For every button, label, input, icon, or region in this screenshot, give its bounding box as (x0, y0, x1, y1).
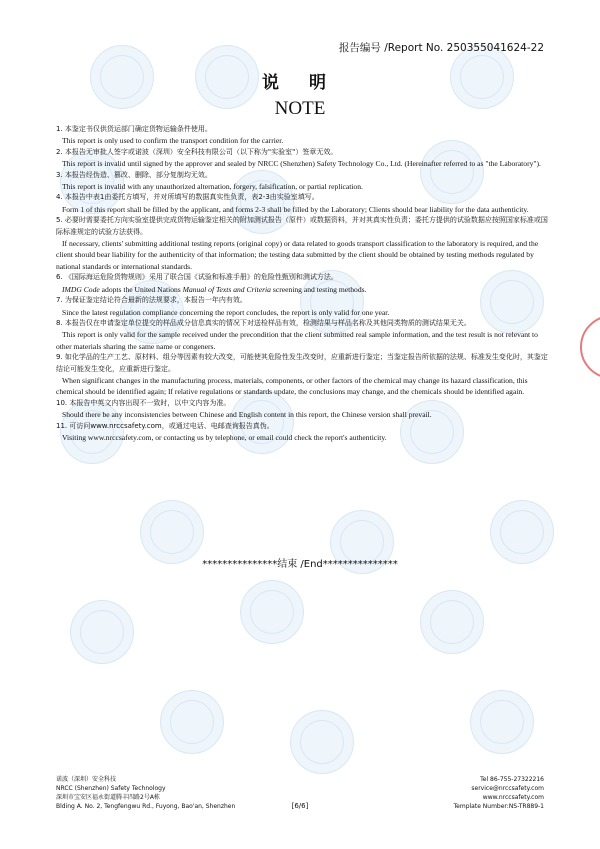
note-11-en: Visiting www.nrccsafety.com, or contacting us by telephone, or email could check the report's authenticity. (62, 432, 387, 442)
note-10-cn: 10. 本报告中英文内容出现不一致时，以中文内容为准。 (56, 398, 231, 407)
note-3-en: This report is invalid with any unauthorized alternation, forgery, falsification, or partial replication. (62, 182, 363, 192)
page-title-chinese: 说 明 (262, 73, 338, 93)
note-8-en: This report is only valid for the sample received under the precondition that the client submitted real sample information, and the test result is not relevant to other materials sharing the same name or congeners. (56, 330, 538, 351)
footer-company-en: NRCC (Shenzhen) Safety Technology (56, 785, 166, 792)
note-1-cn: 1. 本鉴定书仅供货运部门确定货物运输条件使用。 (56, 125, 212, 133)
report-number: 报告编号 /Report No. 250355041624-22 (338, 42, 544, 54)
note-4-cn: 4. 本报告中表1由委托方填写，并对所填写的数据真实性负责，表2-3由实验室填写。 (56, 193, 319, 202)
note-4-en: Form 1 of this report shall be filled by the applicant, and forms 2-3 shall be filled by the Laboratory; Clients should bear liability for the data authenticity. (62, 204, 529, 214)
note-6-manual: Manual of Texts and Criteria (182, 284, 271, 294)
footer-tel: Tel 86-755-27322216 (480, 776, 544, 783)
note-6-tail: screening and testing methods. (270, 284, 367, 294)
note-9-en: When significant changes in the manufacturing process, materials, components, or other factors of the chemical may change its hazard classification, this chemical should be identified again; If relative regulations or standards update, the conclusions may change, and the chemicals should be identified again. (56, 375, 528, 397)
note-7-en: Since the latest regulation compliance concerning the report concludes, the report is only valid for one year. (62, 307, 390, 317)
note-2-en: This report is invalid until signed by the approver and sealed by NRCC (Shenzhen) Safety Technology Co., Ltd. (Hereinafter referred to as "the Laboratory"). (62, 159, 541, 169)
footer-company-cn: 诺波（深圳）安全科技 (56, 776, 117, 783)
note-5-en: If necessary, clients' submitting additional testing reports (original copy) or data related to goods transport classification to the laboratory is required, and the client should bear liability for the authenticity of that information; the testing data submitted by the client should be obtained by testing methods regulated by national standards or international standards. (56, 239, 539, 271)
note-8-cn: 8. 本报告仅在申请鉴定单位提交的样品成分信息真实的情况下对送检样品有效，检测结果与样品名称及其他同类物质的测试结果无关。 (56, 318, 471, 327)
footer-template-number: Template Number:NS-TR889-1 (453, 803, 544, 810)
notes-list (56, 124, 548, 443)
note-6-cn: 6. 《国际海运危险货物规则》采用了联合国《试验和标准手册》的危险性甄别和测试方法。 (56, 273, 338, 282)
note-11-cn: 11. 可访问www.nrccsafety.com，或通过电话、电邮查询报告真伪。 (56, 421, 274, 430)
note-3-cn: 3. 本报告经伪造、篡改、删除、部分复制均无效。 (56, 170, 212, 179)
note-7-cn: 7. 为保证鉴定结论符合最新的法规要求，本报告一年内有效。 (56, 296, 247, 305)
note-9-cn: 9. 如化学品的生产工艺、原材料、组分等因素有较大改变，可能使其危险性发生改变时，应重新进行鉴定；当鉴定报告所依据的法规、标准发生变化时，其鉴定结论可能发生变化，应重新进行鉴定。 (56, 353, 548, 373)
note-2-cn: 2. 本报告无审批人签字或诺波（深圳）安全科技有限公司（以下称为"实验室"）签章无效。 (56, 147, 338, 156)
red-seal-stamp (580, 315, 600, 379)
note-10-en: Should there be any inconsistencies between Chinese and English content in this report, the Chinese version shall prevail. (62, 410, 432, 420)
note-6-mid: adopts the United Nations (99, 284, 183, 294)
page-number: [6/6] (291, 802, 309, 810)
footer-contact-info (454, 775, 544, 811)
note-5-cn: 5. 必要时需要委托方向实验室提供完成货物运输鉴定相关的附加测试报告（原件）或数据资料，并对其真实性负责；委托方提供的试验数据应按照国家标准或国际标准规定的试验方法获得。 (56, 216, 548, 236)
footer-email: service@nrccsafety.com (471, 785, 544, 792)
note-6-en (56, 284, 548, 295)
page-title-english: NOTE (274, 98, 326, 119)
footer-website: www.nrccsafety.com (482, 794, 544, 801)
note-6-code: IMDG Code (62, 284, 100, 294)
note-1-en: This report is only used to confirm the transport condition for the carrier. (62, 136, 284, 146)
footer-address-cn: 深圳市宝安区福永街道腾丰四路2号A栋 (56, 794, 160, 801)
footer-address-en: Blding A. No. 2, Tengfengwu Rd., Fuyong, Bao'an, Shenzhen (56, 803, 236, 810)
end-marker: ***************结束 /End*************** (202, 559, 398, 570)
